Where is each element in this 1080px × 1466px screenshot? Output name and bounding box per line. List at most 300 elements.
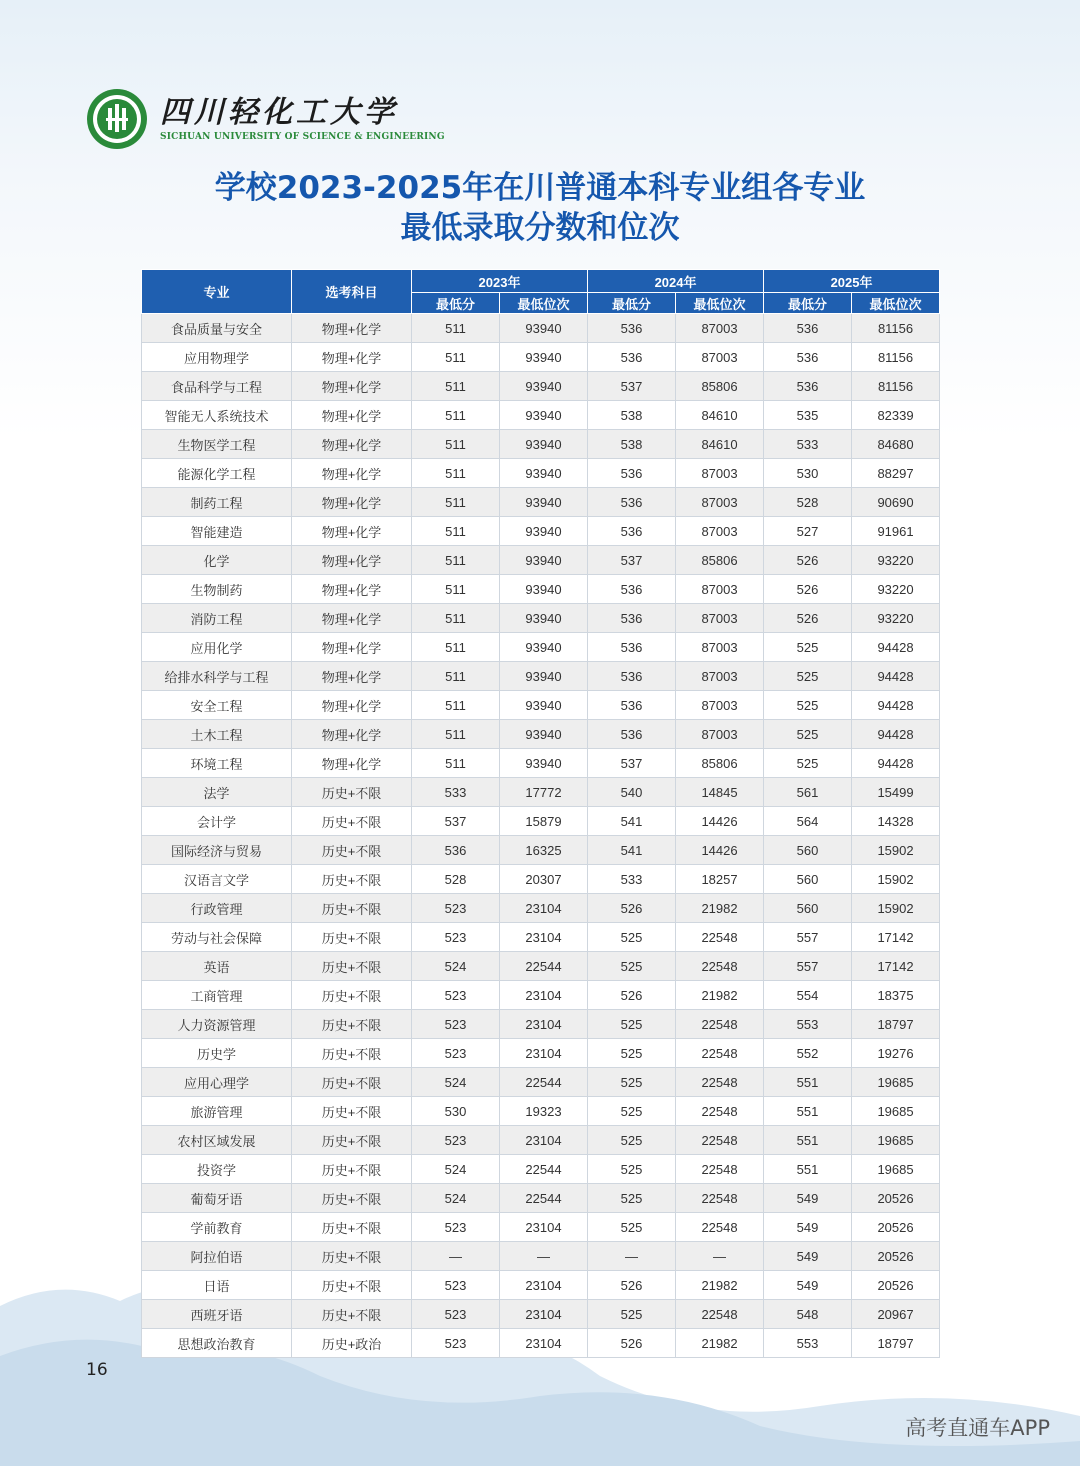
cell-min-score-2025: 530 <box>764 459 852 488</box>
header-year-2023: 2023年 <box>412 270 588 293</box>
cell-min-score-2024: 526 <box>588 894 676 923</box>
cell-min-rank-2025: 17142 <box>852 952 940 981</box>
cell-subjects: 物理+化学 <box>292 430 412 459</box>
cell-min-rank-2025: 15902 <box>852 894 940 923</box>
cell-min-score-2024: 526 <box>588 1271 676 1300</box>
cell-min-rank-2025: 94428 <box>852 691 940 720</box>
cell-min-rank-2025: 18375 <box>852 981 940 1010</box>
cell-min-rank-2025: 81156 <box>852 343 940 372</box>
cell-min-score-2024: 541 <box>588 807 676 836</box>
cell-min-rank-2024: 22548 <box>676 923 764 952</box>
header-major: 专业 <box>142 270 292 314</box>
cell-subjects: 历史+不限 <box>292 1184 412 1213</box>
cell-subjects: 历史+不限 <box>292 1068 412 1097</box>
cell-major: 食品质量与安全 <box>142 314 292 343</box>
cell-min-score-2024: 536 <box>588 459 676 488</box>
cell-min-rank-2023: 17772 <box>500 778 588 807</box>
cell-min-score-2023: 511 <box>412 575 500 604</box>
cell-min-rank-2024: 87003 <box>676 720 764 749</box>
cell-min-rank-2024: 22548 <box>676 1010 764 1039</box>
cell-major: 汉语言文学 <box>142 865 292 894</box>
cell-min-score-2023: 511 <box>412 546 500 575</box>
table-row <box>142 1039 940 1068</box>
cell-min-score-2024: 536 <box>588 633 676 662</box>
header-min-score: 最低分 <box>764 293 852 314</box>
university-name-en: SICHUAN UNIVERSITY OF SCIENCE & ENGINEERING <box>160 132 445 142</box>
cell-min-rank-2023: 93940 <box>500 604 588 633</box>
cell-min-score-2023: 523 <box>412 894 500 923</box>
cell-min-score-2023: 511 <box>412 343 500 372</box>
table-row <box>142 720 940 749</box>
cell-min-rank-2023: 19323 <box>500 1097 588 1126</box>
cell-min-rank-2023: 23104 <box>500 1010 588 1039</box>
cell-major: 法学 <box>142 778 292 807</box>
cell-min-score-2025: 536 <box>764 343 852 372</box>
cell-min-rank-2025: 17142 <box>852 923 940 952</box>
table-row <box>142 1213 940 1242</box>
cell-min-rank-2024: 87003 <box>676 691 764 720</box>
cell-min-rank-2025: 81156 <box>852 372 940 401</box>
cell-min-score-2024: — <box>588 1242 676 1271</box>
cell-min-rank-2024: 84610 <box>676 430 764 459</box>
cell-subjects: 历史+不限 <box>292 1126 412 1155</box>
cell-subjects: 历史+不限 <box>292 1300 412 1329</box>
cell-subjects: 历史+不限 <box>292 981 412 1010</box>
cell-subjects: 物理+化学 <box>292 314 412 343</box>
cell-min-score-2024: 536 <box>588 343 676 372</box>
cell-subjects: 历史+不限 <box>292 1010 412 1039</box>
cell-subjects: 历史+政治 <box>292 1329 412 1358</box>
cell-major: 土木工程 <box>142 720 292 749</box>
cell-min-score-2025: 549 <box>764 1242 852 1271</box>
cell-min-rank-2023: 22544 <box>500 1068 588 1097</box>
cell-subjects: 物理+化学 <box>292 575 412 604</box>
cell-min-rank-2025: 88297 <box>852 459 940 488</box>
cell-subjects: 物理+化学 <box>292 749 412 778</box>
cell-min-score-2023: 511 <box>412 401 500 430</box>
cell-subjects: 物理+化学 <box>292 691 412 720</box>
cell-min-rank-2024: 22548 <box>676 1097 764 1126</box>
table-row <box>142 488 940 517</box>
table-row <box>142 952 940 981</box>
table-row <box>142 894 940 923</box>
cell-min-score-2024: 525 <box>588 1068 676 1097</box>
cell-min-rank-2025: 82339 <box>852 401 940 430</box>
table-body <box>142 314 940 1358</box>
cell-min-score-2025: 553 <box>764 1329 852 1358</box>
header-subjects: 选考科目 <box>292 270 412 314</box>
cell-min-score-2023: 511 <box>412 314 500 343</box>
cell-min-rank-2025: 19685 <box>852 1068 940 1097</box>
header-min-rank: 最低位次 <box>500 293 588 314</box>
cell-major: 安全工程 <box>142 691 292 720</box>
cell-major: 制药工程 <box>142 488 292 517</box>
cell-min-rank-2024: 21982 <box>676 1271 764 1300</box>
cell-subjects: 历史+不限 <box>292 1242 412 1271</box>
cell-major: 劳动与社会保障 <box>142 923 292 952</box>
cell-min-score-2024: 525 <box>588 1213 676 1242</box>
cell-min-rank-2023: 23104 <box>500 894 588 923</box>
cell-min-score-2025: 549 <box>764 1271 852 1300</box>
cell-min-rank-2023: 22544 <box>500 952 588 981</box>
table-row <box>142 1126 940 1155</box>
cell-min-score-2025: 554 <box>764 981 852 1010</box>
table-row <box>142 836 940 865</box>
cell-min-score-2023: 511 <box>412 662 500 691</box>
cell-min-score-2025: 560 <box>764 836 852 865</box>
cell-min-rank-2023: 15879 <box>500 807 588 836</box>
cell-subjects: 历史+不限 <box>292 807 412 836</box>
cell-min-rank-2025: 84680 <box>852 430 940 459</box>
cell-min-score-2024: 525 <box>588 923 676 952</box>
cell-min-rank-2025: 20526 <box>852 1271 940 1300</box>
table-row <box>142 923 940 952</box>
cell-min-rank-2024: 14426 <box>676 836 764 865</box>
cell-subjects: 历史+不限 <box>292 952 412 981</box>
score-table <box>141 269 940 1358</box>
cell-subjects: 物理+化学 <box>292 372 412 401</box>
table-row <box>142 1155 940 1184</box>
cell-min-rank-2024: 22548 <box>676 1126 764 1155</box>
cell-subjects: 历史+不限 <box>292 836 412 865</box>
cell-min-rank-2023: 93940 <box>500 430 588 459</box>
cell-min-score-2025: 561 <box>764 778 852 807</box>
watermark: 高考直通车APP <box>905 1416 1050 1440</box>
header-min-score: 最低分 <box>412 293 500 314</box>
cell-subjects: 物理+化学 <box>292 633 412 662</box>
cell-min-rank-2023: 93940 <box>500 488 588 517</box>
table-row <box>142 807 940 836</box>
cell-min-score-2023: 523 <box>412 1271 500 1300</box>
cell-min-rank-2023: 93940 <box>500 691 588 720</box>
cell-min-rank-2025: 18797 <box>852 1010 940 1039</box>
cell-min-score-2023: 511 <box>412 633 500 662</box>
header-year-2024: 2024年 <box>588 270 764 293</box>
cell-min-rank-2024: 22548 <box>676 1184 764 1213</box>
cell-min-score-2024: 525 <box>588 1184 676 1213</box>
cell-min-rank-2024: 85806 <box>676 546 764 575</box>
cell-min-score-2025: 525 <box>764 720 852 749</box>
cell-min-rank-2024: 87003 <box>676 314 764 343</box>
cell-min-rank-2025: 90690 <box>852 488 940 517</box>
cell-min-rank-2024: 22548 <box>676 1155 764 1184</box>
cell-min-score-2024: 526 <box>588 1329 676 1358</box>
cell-min-rank-2023: 93940 <box>500 401 588 430</box>
title-line-1: 学校2023-2025年在川普通本科专业组各专业 <box>214 170 866 206</box>
cell-min-rank-2023: 93940 <box>500 546 588 575</box>
page-number: 16 <box>86 1360 108 1380</box>
cell-min-score-2023: 511 <box>412 691 500 720</box>
header-year-2025: 2025年 <box>764 270 940 293</box>
table-row <box>142 1068 940 1097</box>
table-row <box>142 1300 940 1329</box>
cell-min-score-2023: 511 <box>412 720 500 749</box>
cell-major: 智能建造 <box>142 517 292 546</box>
cell-min-score-2025: 525 <box>764 691 852 720</box>
cell-min-score-2025: 557 <box>764 923 852 952</box>
cell-min-rank-2024: 87003 <box>676 488 764 517</box>
cell-min-score-2024: 536 <box>588 314 676 343</box>
cell-min-rank-2025: 15499 <box>852 778 940 807</box>
table-row <box>142 575 940 604</box>
cell-min-score-2025: 525 <box>764 749 852 778</box>
cell-major: 能源化学工程 <box>142 459 292 488</box>
cell-min-score-2023: 511 <box>412 430 500 459</box>
cell-min-rank-2023: 93940 <box>500 372 588 401</box>
cell-min-rank-2023: 93940 <box>500 314 588 343</box>
cell-min-rank-2023: 93940 <box>500 517 588 546</box>
cell-min-rank-2025: 18797 <box>852 1329 940 1358</box>
cell-subjects: 历史+不限 <box>292 1213 412 1242</box>
cell-min-rank-2024: 85806 <box>676 372 764 401</box>
cell-min-rank-2024: 21982 <box>676 981 764 1010</box>
cell-major: 应用心理学 <box>142 1068 292 1097</box>
cell-major: 智能无人系统技术 <box>142 401 292 430</box>
cell-min-score-2025: 526 <box>764 604 852 633</box>
cell-min-score-2024: 525 <box>588 1039 676 1068</box>
cell-min-rank-2024: 22548 <box>676 952 764 981</box>
cell-min-rank-2025: 94428 <box>852 749 940 778</box>
cell-min-score-2025: 549 <box>764 1184 852 1213</box>
cell-min-score-2024: 537 <box>588 546 676 575</box>
cell-min-rank-2025: 20526 <box>852 1184 940 1213</box>
cell-min-rank-2023: 20307 <box>500 865 588 894</box>
cell-subjects: 物理+化学 <box>292 546 412 575</box>
cell-major: 思想政治教育 <box>142 1329 292 1358</box>
cell-min-rank-2023: 23104 <box>500 1126 588 1155</box>
cell-min-rank-2024: 22548 <box>676 1300 764 1329</box>
cell-major: 化学 <box>142 546 292 575</box>
cell-subjects: 历史+不限 <box>292 1155 412 1184</box>
cell-min-score-2025: 536 <box>764 314 852 343</box>
cell-min-rank-2023: 23104 <box>500 1039 588 1068</box>
cell-min-score-2024: 540 <box>588 778 676 807</box>
cell-min-rank-2023: 93940 <box>500 343 588 372</box>
cell-min-score-2025: 553 <box>764 1010 852 1039</box>
cell-min-score-2023: 511 <box>412 517 500 546</box>
cell-major: 学前教育 <box>142 1213 292 1242</box>
cell-min-rank-2024: 87003 <box>676 517 764 546</box>
cell-min-score-2023: 523 <box>412 1010 500 1039</box>
cell-major: 历史学 <box>142 1039 292 1068</box>
cell-min-score-2025: 564 <box>764 807 852 836</box>
cell-major: 工商管理 <box>142 981 292 1010</box>
cell-min-score-2024: 525 <box>588 1097 676 1126</box>
cell-min-score-2025: 549 <box>764 1213 852 1242</box>
table-row <box>142 372 940 401</box>
university-seal-icon <box>86 88 148 150</box>
cell-subjects: 物理+化学 <box>292 488 412 517</box>
cell-min-score-2023: 528 <box>412 865 500 894</box>
cell-min-rank-2024: 87003 <box>676 575 764 604</box>
cell-major: 人力资源管理 <box>142 1010 292 1039</box>
cell-min-rank-2023: 23104 <box>500 1329 588 1358</box>
cell-min-rank-2024: 21982 <box>676 1329 764 1358</box>
cell-min-score-2024: 536 <box>588 662 676 691</box>
cell-subjects: 物理+化学 <box>292 401 412 430</box>
cell-min-rank-2025: 93220 <box>852 575 940 604</box>
cell-min-score-2025: 551 <box>764 1097 852 1126</box>
cell-major: 生物制药 <box>142 575 292 604</box>
cell-min-rank-2025: 94428 <box>852 633 940 662</box>
cell-min-score-2023: — <box>412 1242 500 1271</box>
cell-min-score-2023: 524 <box>412 1184 500 1213</box>
cell-min-rank-2025: 19685 <box>852 1155 940 1184</box>
cell-min-score-2023: 523 <box>412 981 500 1010</box>
cell-min-score-2023: 524 <box>412 952 500 981</box>
cell-min-rank-2023: 16325 <box>500 836 588 865</box>
cell-min-score-2024: 525 <box>588 1126 676 1155</box>
cell-min-rank-2023: 23104 <box>500 1213 588 1242</box>
table-row <box>142 546 940 575</box>
cell-min-score-2025: 557 <box>764 952 852 981</box>
table-row <box>142 749 940 778</box>
cell-subjects: 物理+化学 <box>292 343 412 372</box>
cell-min-score-2025: 551 <box>764 1126 852 1155</box>
cell-min-rank-2024: 84610 <box>676 401 764 430</box>
cell-min-score-2025: 528 <box>764 488 852 517</box>
cell-major: 会计学 <box>142 807 292 836</box>
cell-min-rank-2025: 19685 <box>852 1097 940 1126</box>
cell-min-score-2025: 536 <box>764 372 852 401</box>
cell-min-score-2024: 525 <box>588 1010 676 1039</box>
cell-min-rank-2025: 94428 <box>852 720 940 749</box>
cell-min-rank-2024: 14845 <box>676 778 764 807</box>
page-title <box>0 168 1080 248</box>
table-row <box>142 981 940 1010</box>
table-row <box>142 401 940 430</box>
table-row <box>142 459 940 488</box>
cell-min-rank-2025: 15902 <box>852 865 940 894</box>
table-row <box>142 778 940 807</box>
cell-major: 西班牙语 <box>142 1300 292 1329</box>
cell-min-score-2023: 523 <box>412 1039 500 1068</box>
table-row <box>142 1271 940 1300</box>
cell-min-rank-2025: 15902 <box>852 836 940 865</box>
table-row <box>142 517 940 546</box>
cell-min-rank-2024: 14426 <box>676 807 764 836</box>
cell-min-rank-2024: 87003 <box>676 343 764 372</box>
cell-major: 英语 <box>142 952 292 981</box>
header-min-score: 最低分 <box>588 293 676 314</box>
cell-major: 葡萄牙语 <box>142 1184 292 1213</box>
cell-major: 农村区域发展 <box>142 1126 292 1155</box>
cell-major: 应用化学 <box>142 633 292 662</box>
cell-min-score-2023: 511 <box>412 372 500 401</box>
cell-min-rank-2025: 20967 <box>852 1300 940 1329</box>
table-row <box>142 343 940 372</box>
cell-min-rank-2024: 87003 <box>676 604 764 633</box>
cell-min-rank-2023: 93940 <box>500 662 588 691</box>
cell-min-rank-2023: 22544 <box>500 1184 588 1213</box>
cell-min-score-2025: 548 <box>764 1300 852 1329</box>
cell-min-rank-2024: — <box>676 1242 764 1271</box>
cell-min-score-2023: 536 <box>412 836 500 865</box>
cell-min-rank-2023: 23104 <box>500 981 588 1010</box>
cell-subjects: 物理+化学 <box>292 720 412 749</box>
cell-subjects: 物理+化学 <box>292 604 412 633</box>
cell-major: 消防工程 <box>142 604 292 633</box>
cell-min-score-2024: 537 <box>588 749 676 778</box>
cell-min-rank-2024: 85806 <box>676 749 764 778</box>
cell-min-score-2023: 523 <box>412 1300 500 1329</box>
cell-min-score-2024: 536 <box>588 604 676 633</box>
cell-min-score-2024: 536 <box>588 720 676 749</box>
cell-min-rank-2025: 19685 <box>852 1126 940 1155</box>
cell-min-rank-2025: 19276 <box>852 1039 940 1068</box>
cell-min-rank-2025: 81156 <box>852 314 940 343</box>
cell-min-score-2025: 526 <box>764 575 852 604</box>
cell-min-rank-2024: 87003 <box>676 633 764 662</box>
cell-major: 给排水科学与工程 <box>142 662 292 691</box>
cell-min-score-2024: 536 <box>588 691 676 720</box>
cell-subjects: 历史+不限 <box>292 1271 412 1300</box>
cell-major: 行政管理 <box>142 894 292 923</box>
cell-major: 环境工程 <box>142 749 292 778</box>
table-row <box>142 865 940 894</box>
cell-subjects: 历史+不限 <box>292 865 412 894</box>
cell-min-score-2023: 511 <box>412 604 500 633</box>
university-name-cn: 四川轻化工大学 <box>160 95 398 130</box>
cell-min-score-2023: 523 <box>412 1329 500 1358</box>
table-row <box>142 604 940 633</box>
cell-major: 阿拉伯语 <box>142 1242 292 1271</box>
cell-min-score-2025: 525 <box>764 662 852 691</box>
cell-min-rank-2025: 93220 <box>852 604 940 633</box>
cell-min-score-2025: 525 <box>764 633 852 662</box>
table-row <box>142 1242 940 1271</box>
cell-major: 投资学 <box>142 1155 292 1184</box>
table-row <box>142 662 940 691</box>
cell-major: 日语 <box>142 1271 292 1300</box>
table-row <box>142 1184 940 1213</box>
cell-min-rank-2025: 20526 <box>852 1213 940 1242</box>
table-row <box>142 691 940 720</box>
cell-min-score-2025: 560 <box>764 865 852 894</box>
cell-min-score-2024: 536 <box>588 517 676 546</box>
cell-min-score-2023: 511 <box>412 459 500 488</box>
cell-min-rank-2024: 18257 <box>676 865 764 894</box>
cell-min-score-2023: 537 <box>412 807 500 836</box>
cell-subjects: 历史+不限 <box>292 778 412 807</box>
table-row <box>142 1329 940 1358</box>
cell-min-score-2024: 536 <box>588 488 676 517</box>
cell-min-score-2025: 551 <box>764 1068 852 1097</box>
cell-min-score-2025: 533 <box>764 430 852 459</box>
cell-min-score-2023: 523 <box>412 1213 500 1242</box>
cell-min-score-2024: 541 <box>588 836 676 865</box>
cell-major: 食品科学与工程 <box>142 372 292 401</box>
title-line-2: 最低录取分数和位次 <box>400 210 680 246</box>
cell-min-rank-2025: 93220 <box>852 546 940 575</box>
cell-min-rank-2023: 93940 <box>500 720 588 749</box>
cell-min-rank-2023: 93940 <box>500 749 588 778</box>
cell-min-rank-2024: 22548 <box>676 1068 764 1097</box>
cell-min-score-2025: 535 <box>764 401 852 430</box>
cell-min-rank-2023: 23104 <box>500 1271 588 1300</box>
cell-min-score-2025: 526 <box>764 546 852 575</box>
cell-min-rank-2025: 20526 <box>852 1242 940 1271</box>
cell-min-score-2024: 536 <box>588 575 676 604</box>
cell-min-rank-2024: 87003 <box>676 662 764 691</box>
cell-major: 旅游管理 <box>142 1097 292 1126</box>
cell-subjects: 历史+不限 <box>292 923 412 952</box>
cell-min-rank-2024: 21982 <box>676 894 764 923</box>
cell-min-score-2024: 533 <box>588 865 676 894</box>
cell-min-score-2023: 524 <box>412 1155 500 1184</box>
cell-min-score-2023: 530 <box>412 1097 500 1126</box>
cell-min-score-2024: 525 <box>588 952 676 981</box>
